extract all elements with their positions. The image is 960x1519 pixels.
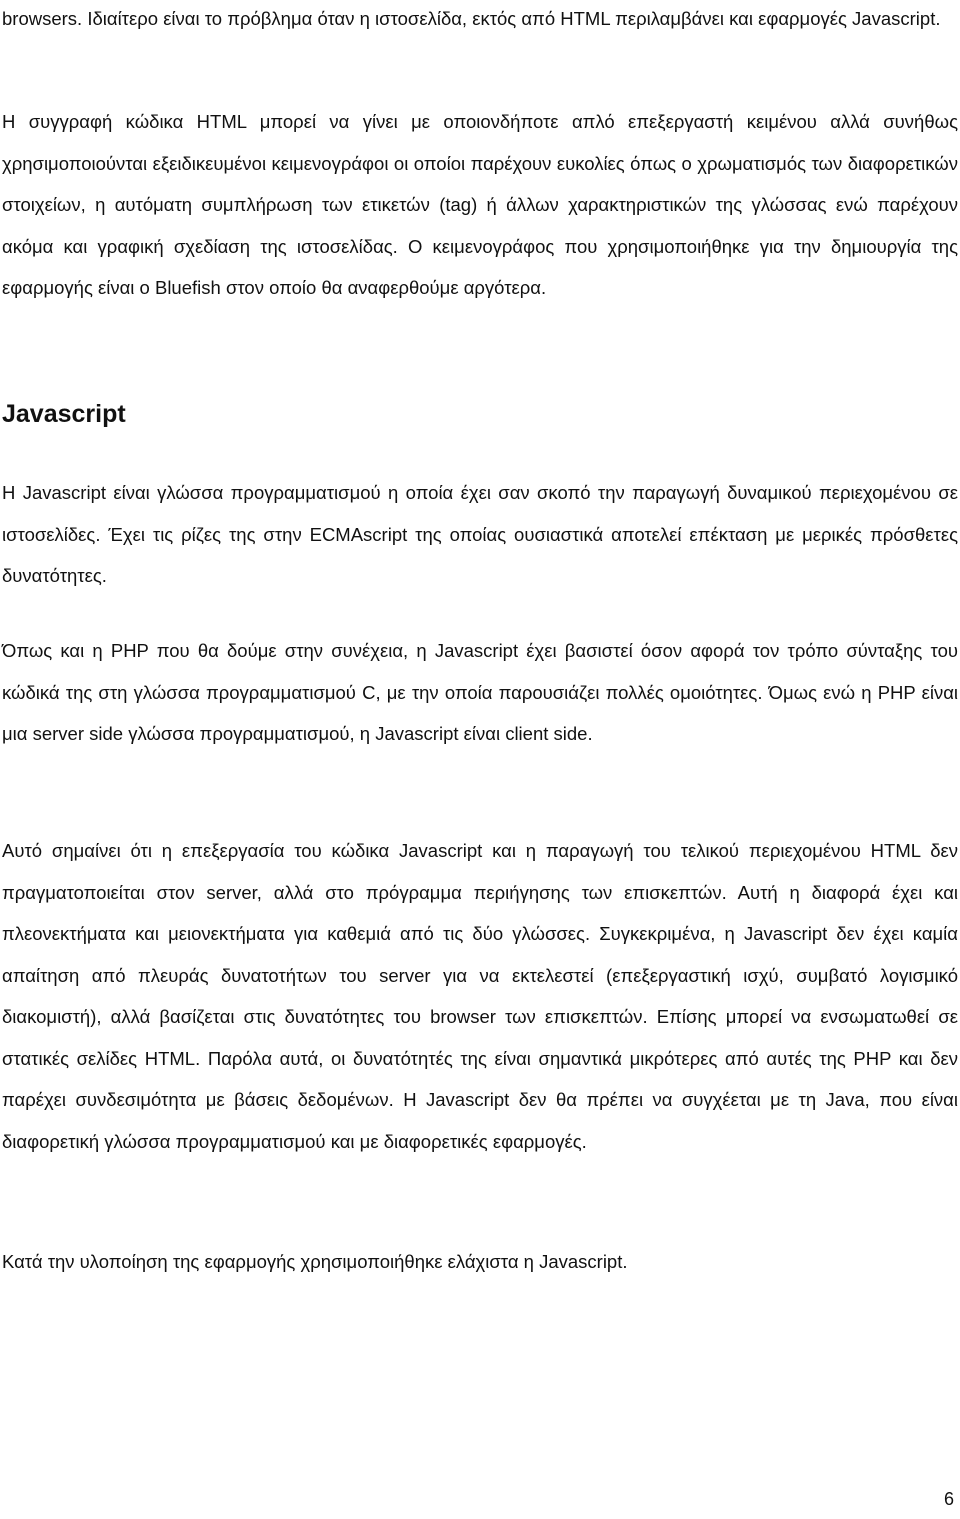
page-number: 6 [943,1489,954,1509]
paragraph-client-side-processing: Αυτό σημαίνει ότι η επεξεργασία του κώδικα Javascript και η παραγωγή του τελικού περιεχομένου HTML δεν πραγματοποιείται στον server, αλλά στο πρόγραμμα περιήγησης των επισκεπτών. Αυτή η διαφορά έχει και πλεονεκτήματα και μειονεκτήματα για καθεμιά από τις δύο γλώσσες. Συγκεκριμένα, η Javascript δεν έχει καμία απαίτηση από πλευράς δυνατοτήτων του server για να εκτελεστεί (επεξεργαστική ισχύ, συμβατό λογισμικό διακομιστή), αλλά βασίζεται στις δυνατότητες του browser των επισκεπτών. Επίσης μπορεί να ενσωματωθεί σε στατικές σελίδες HTML. Παρόλα αυτά, οι δυνατότητές της είναι σημαντικά μικρότερες από αυτές της PHP και δεν παρέχει συνδεσιμότητα με βάσεις δεδομένων. Η Javascript δεν θα πρέπει να συγχέεται με τη Java, που είναι διαφορετική γλώσσα προγραμματισμού και με διαφορετικές εφαρμογές. [2,840,958,1152]
paragraph-javascript-php-comparison: Όπως και η PHP που θα δούμε στην συνέχεια, η Javascript έχει βασιστεί όσον αφορά τον τρόπο σύνταξης του κώδικά της στη γλώσσα προγραμματισμού C, με την οποία παρουσιάζει πολλές ομοιότητες. Όμως ενώ η PHP είναι μια server side γλώσσα προγραμματισμού, η Javascript είναι client side. [2,640,958,744]
paragraph-browsers: browsers. Ιδιαίτερο είναι το πρόβλημα όταν η ιστοσελίδα, εκτός από HTML περιλαμβάνει και εφαρμογές Javascript. [2,8,941,29]
section-heading-javascript: Javascript [2,400,126,428]
paragraph-html-editors: Η συγγραφή κώδικα HTML μπορεί να γίνει με οποιονδήποτε απλό επεξεργαστή κειμένου αλλά συνήθως χρησιμοποιούνται εξειδικευμένοι κειμενογράφοι οι οποίοι παρέχουν ευκολίες όπως ο χρωματισμός των διαφορετικών στοιχείων, η αυτόματη συμπλήρωση των ετικετών (tag) ή άλλων χαρακτηριστικών της γλώσσας ενώ παρέχουν ακόμα και γραφική σχεδίαση της ιστοσελίδας. Ο κειμενογράφος που χρησιμοποιήθηκε για την δημιουργία της εφαρμογής είναι ο Bluefish στον οποίο θα αναφερθούμε αργότερα. [2,111,958,298]
paragraph-javascript-intro: Η Javascript είναι γλώσσα προγραμματισμού η οποία έχει σαν σκοπό την παραγωγή δυναμικού περιεχομένου σε ιστοσελίδες. Έχει τις ρίζες της στην ECMAscript της οποίας ουσιαστικά αποτελεί επέκταση με μερικές πρόσθετες δυνατότητες. [2,482,958,586]
paragraph-implementation-usage: Κατά την υλοποίηση της εφαρμογής χρησιμοποιήθηκε ελάχιστα η Javascript. [2,1251,628,1272]
